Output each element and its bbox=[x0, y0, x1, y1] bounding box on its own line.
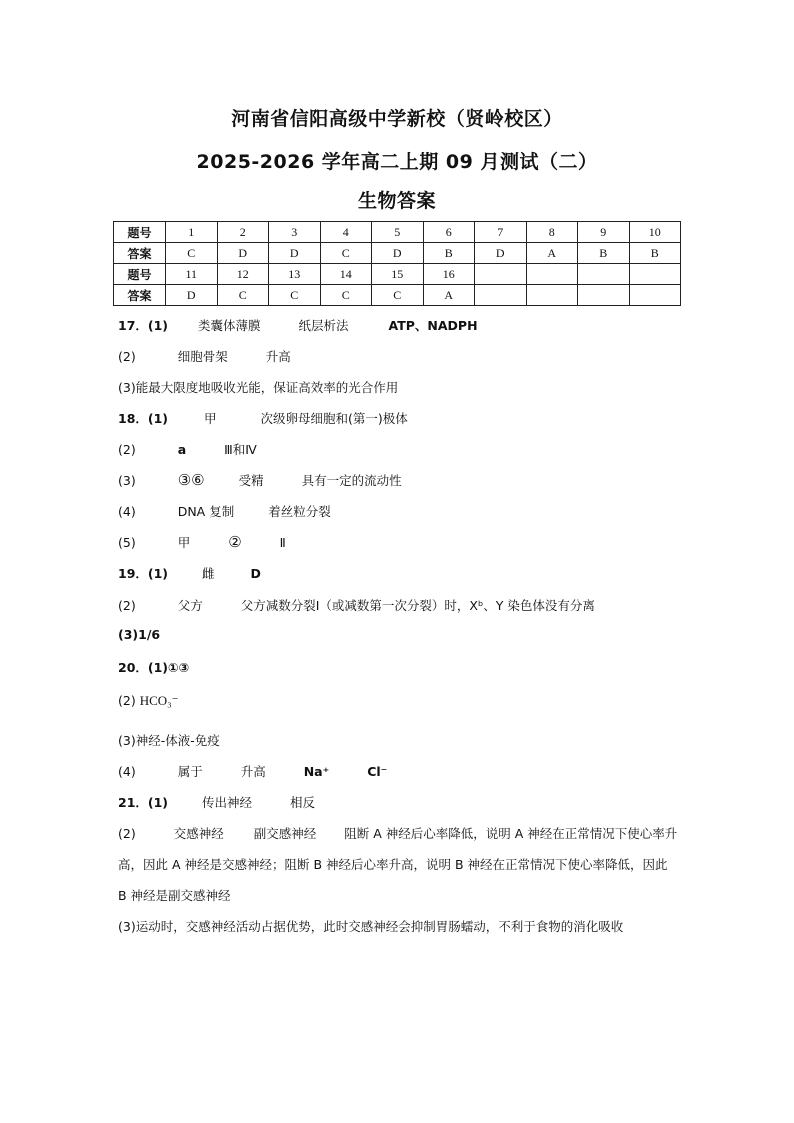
q19-part2-label: (2) bbox=[118, 598, 136, 613]
table-answer-cell bbox=[578, 285, 630, 306]
q18-part2-answer-2: Ⅲ和Ⅳ bbox=[224, 442, 257, 457]
q21-part2 bbox=[118, 818, 678, 911]
q19-number: 19．(1) bbox=[118, 566, 169, 581]
table-number-cell: 14 bbox=[320, 264, 372, 285]
q18-part3-answer-2: 受精 bbox=[238, 473, 264, 488]
q21-answer-1: 传出神经 bbox=[202, 795, 253, 810]
table-answer-cell: C bbox=[372, 285, 424, 306]
table-number-cell: 10 bbox=[629, 222, 681, 243]
table-number-cell bbox=[526, 264, 578, 285]
q18-part2-answer-1: a bbox=[177, 442, 187, 457]
school-title: 河南省信阳高级中学新校（贤岭校区） bbox=[231, 108, 563, 130]
table-number-cell bbox=[475, 264, 527, 285]
q21-line1 bbox=[118, 793, 315, 811]
table-number-cell: 2 bbox=[217, 222, 269, 243]
q17-line3: (3)能最大限度地吸收光能，保证高效率的光合作用 bbox=[118, 380, 399, 395]
q18-part5-answer-1: 甲 bbox=[177, 535, 191, 550]
q18-part4-label: (4) bbox=[118, 504, 136, 519]
q17-line2 bbox=[118, 347, 291, 365]
q20-line2 bbox=[118, 693, 179, 709]
q17-number: 17．(1) bbox=[118, 318, 169, 333]
answer-table bbox=[113, 221, 681, 306]
q18-line3 bbox=[118, 471, 402, 489]
table-answer-cell bbox=[475, 285, 527, 306]
subject-title: 生物答案 bbox=[357, 190, 436, 212]
q18-part3-label: (3) bbox=[118, 473, 136, 488]
q18-line5 bbox=[118, 533, 286, 551]
q18-answer-1: 甲 bbox=[204, 411, 217, 426]
q18-answer-2: 次级卵母细胞和(第一)极体 bbox=[260, 411, 408, 426]
q20-part4-answer-1: 属于 bbox=[177, 764, 203, 779]
q21-answer-2: 相反 bbox=[290, 795, 316, 810]
table-number-cell: 3 bbox=[269, 222, 321, 243]
q20-part2-label: (2) bbox=[118, 693, 136, 708]
table-row-label: 题号 bbox=[114, 222, 166, 243]
q20-line3: (3)神经-体液-免疫 bbox=[118, 733, 220, 748]
q18-line1 bbox=[118, 409, 408, 427]
q18-part4-answer-1: DNA 复制 bbox=[177, 504, 235, 519]
q20-part4-answer-3: Na⁺ bbox=[303, 764, 330, 779]
table-number-cell: 15 bbox=[372, 264, 424, 285]
q19-answer-2: D bbox=[250, 566, 261, 581]
q18-part2-label: (2) bbox=[118, 442, 136, 457]
q17-part2-answer-2: 升高 bbox=[265, 349, 291, 364]
q20-part4-label: (4) bbox=[118, 764, 136, 779]
table-number-cell: 4 bbox=[320, 222, 372, 243]
q20-part4-answer-4: Cl⁻ bbox=[367, 764, 388, 779]
q21-part3: (3)运动时，交感神经活动占据优势，此时交感神经会抑制胃肠蠕动，不利于食物的消化吸收 bbox=[118, 919, 624, 934]
table-answer-cell: C bbox=[217, 285, 269, 306]
table-answer-cell: D bbox=[217, 243, 269, 264]
q19-line2 bbox=[118, 596, 595, 614]
table-answer-row bbox=[114, 243, 681, 264]
table-answer-cell: D bbox=[269, 243, 321, 264]
q20-line4 bbox=[118, 762, 387, 780]
q18-number: 18．(1) bbox=[118, 411, 169, 426]
q17-answer-3: ATP、NADPH bbox=[388, 318, 478, 333]
table-answer-row bbox=[114, 285, 681, 306]
table-row-label: 答案 bbox=[114, 285, 166, 306]
q17-answer-2: 纸层析法 bbox=[298, 318, 349, 333]
table-number-cell: 11 bbox=[166, 264, 218, 285]
q18-part4-answer-2: 着丝粒分裂 bbox=[268, 504, 331, 519]
table-answer-cell: A bbox=[526, 243, 578, 264]
q19-part2-answer-1: 父方 bbox=[177, 598, 203, 613]
table-answer-cell: C bbox=[320, 285, 372, 306]
table-row-label: 答案 bbox=[114, 243, 166, 264]
q19-answer-1: 雌 bbox=[202, 566, 215, 581]
table-answer-cell: C bbox=[269, 285, 321, 306]
q17-line1 bbox=[118, 316, 478, 334]
q18-line4 bbox=[118, 502, 331, 520]
table-answer-cell: D bbox=[166, 285, 218, 306]
table-answer-cell: C bbox=[320, 243, 372, 264]
q21-part2-answer-3: 阻断 A 神经后心率降低，说明 A 神经在正常情况下使心率升高，因此 A 神经是交感神经；阻断 B 神经后心率升高，说明 B 神经在正常情况下使心率降低，因此 B 神经是副交感神经 bbox=[118, 826, 678, 903]
table-number-cell: 9 bbox=[578, 222, 630, 243]
q20-part2-answer: HCO₃⁻ bbox=[139, 693, 179, 708]
table-answer-cell: B bbox=[578, 243, 630, 264]
table-answer-cell: D bbox=[475, 243, 527, 264]
q21-part2-answer-2: 副交感神经 bbox=[253, 826, 317, 841]
table-number-cell: 13 bbox=[269, 264, 321, 285]
q20-line1: 20．(1)①③ bbox=[118, 660, 190, 675]
q18-part5-label: (5) bbox=[118, 535, 136, 550]
table-number-row bbox=[114, 264, 681, 285]
q21-part2-answer-1: 交感神经 bbox=[173, 826, 224, 841]
table-number-cell: 5 bbox=[372, 222, 424, 243]
q18-part5-answer-2: ② bbox=[228, 533, 242, 551]
q17-part2-label: (2) bbox=[118, 349, 136, 364]
q17-answer-1: 类囊体薄膜 bbox=[198, 318, 261, 333]
q21-number: 21．(1) bbox=[118, 795, 169, 810]
table-answer-cell: B bbox=[629, 243, 681, 264]
q20-part4-answer-2: 升高 bbox=[240, 764, 266, 779]
table-number-cell: 7 bbox=[475, 222, 527, 243]
q19-line1 bbox=[118, 564, 261, 582]
table-number-cell bbox=[629, 264, 681, 285]
q18-line2 bbox=[118, 440, 257, 458]
table-answer-cell bbox=[526, 285, 578, 306]
q19-part2-answer-2: 父方减数分裂Ⅰ（或减数第一次分裂）时，Xᵇ、Y 染色体没有分离 bbox=[240, 598, 595, 613]
q18-part3-answer-3: 具有一定的流动性 bbox=[301, 473, 402, 488]
table-number-cell: 1 bbox=[166, 222, 218, 243]
q17-part2-answer-1: 细胞骨架 bbox=[177, 349, 228, 364]
q18-part5-answer-3: Ⅱ bbox=[279, 535, 286, 550]
table-number-cell: 8 bbox=[526, 222, 578, 243]
table-answer-cell bbox=[629, 285, 681, 306]
q18-part3-answer-1: ③⑥ bbox=[177, 471, 205, 489]
table-answer-cell: A bbox=[423, 285, 475, 306]
table-number-cell: 6 bbox=[423, 222, 475, 243]
table-number-cell: 16 bbox=[423, 264, 475, 285]
table-number-row bbox=[114, 222, 681, 243]
table-answer-cell: B bbox=[423, 243, 475, 264]
q21-part2-label: (2) bbox=[118, 826, 136, 841]
table-number-cell bbox=[578, 264, 630, 285]
q19-line3: (3)1/6 bbox=[118, 627, 161, 642]
table-number-cell: 12 bbox=[217, 264, 269, 285]
table-row-label: 题号 bbox=[114, 264, 166, 285]
exam-title: 2025-2026 学年高二上期 09 月测试（二） bbox=[196, 151, 598, 173]
table-answer-cell: D bbox=[372, 243, 424, 264]
table-answer-cell: C bbox=[166, 243, 218, 264]
